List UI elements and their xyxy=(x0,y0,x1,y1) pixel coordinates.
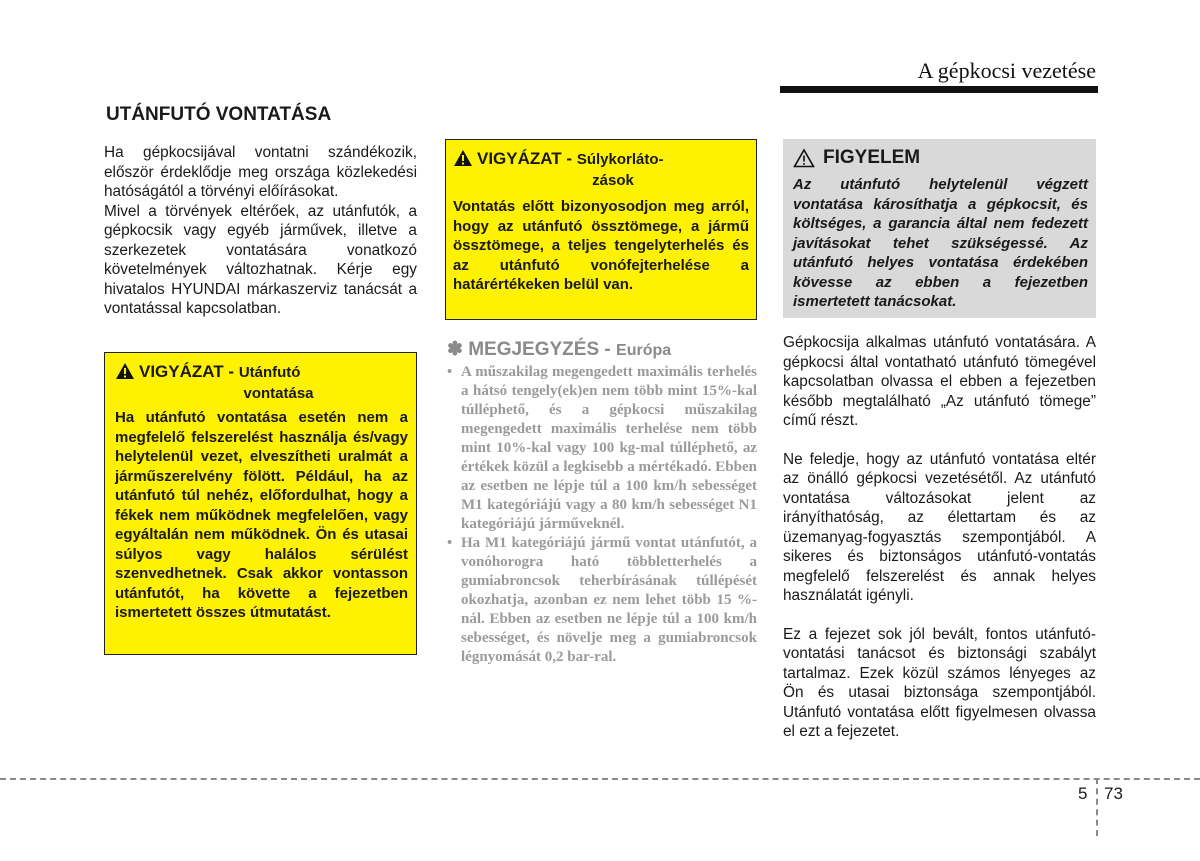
warning-subtitle-line1: Súlykorláto- xyxy=(576,151,664,168)
warning-body: Ha utánfutó vontatása esetén nem a megfelelő felszerelést használja és/vagy helytelenül vezet, elveszítheti uralmát a járműszerelvény fölött. Például, ha az utánfutó túl nehéz, előfordulhat, hogy a fékek nem működnek megfelelően, vagy egyáltalán nem működnek. Ön és utasai súlyos vagy halálos sérülést szenvedhetnek. Csak akkor vontasson utánfutót, ha követte a fejezetben ismertetett összes útmutatást. xyxy=(115,409,408,621)
warning-subtitle-line1: Utánfutó xyxy=(238,364,301,381)
warning-title: VIGYÁZAT - xyxy=(139,362,235,381)
footer-vertical-divider xyxy=(1096,778,1098,836)
body-paragraph-1: Gépkocsija alkalmas utánfutó vontatására. A gépkocsi által vontatható utánfutó tömegével kapcsolatban olvassa el ebben a fejezetben később megtalálható „Az utánfutó tömege” című részt. xyxy=(783,334,1096,429)
caution-title: FIGYELEM xyxy=(823,147,921,168)
note-heading xyxy=(447,338,671,361)
note-title: MEGJEGYZÉS - xyxy=(468,339,611,360)
footer-dashed-rule xyxy=(0,778,1200,780)
warning-triangle-icon xyxy=(453,149,477,172)
left-column xyxy=(104,143,417,319)
right-column xyxy=(783,333,1096,742)
note-subtitle: Európa xyxy=(616,342,672,359)
note-item: • A műszakilag megengedett maximális terhelés a hátsó tengely(ek)en nem több mint 15%-kal túlléphető, és a gépkocsi műszakilag megengedett maximális terhelése nem több mint 10%-kal vagy 100 kg-mal túlléphető, az értékek közül a legkisebb a mértékadó. Ebben az esetben ne lépje túl a 100 km/h sebességet M1 kategóriájú vagy a 80 km/h sebességet N1 kategóriájú járműveknél. xyxy=(447,363,757,534)
warning-triangle-icon xyxy=(115,362,139,385)
warning-box-weight-limits xyxy=(445,139,757,320)
intro-paragraph-2: Mivel a törvények eltérőek, az utánfutók, a gépkocsik vagy egyéb járművek, illetve a szerkezetek vontatására vonatkozó követelmények változhatnak. Kérje egy hivatalos HYUNDAI márkaszerviz tanácsát a vontatással kapcsolatban. xyxy=(104,202,417,317)
body-paragraph-2: Ne feledje, hogy az utánfutó vontatása eltér az önálló gépkocsi vezetésétől. Az utánfutó vontatása változásokat jelent az irányíthatóság, az élettartam és az üzemanyag-fogyasztás szempontjából. A sikeres és biztonságos utánfutó-vontatás megfelelő felszerelést és annak helyes használatát igényli. xyxy=(783,450,1096,604)
warning-subtitle-line2: zások xyxy=(592,172,634,189)
intro-paragraph-1: Ha gépkocsijával vontatni szándékozik, először érdeklődje meg országa közlekedési hatóságától a törvényi előírásokat. xyxy=(104,144,417,200)
note-item: • Ha M1 kategóriájú jármű vontat utánfutót, a vonóhorogra ható többletterhelés a gumiabroncsok teherbírásának túllépését okozhatja, azonban ez nem lehet több 15 %-nál. Ebben az esetben ne lépje túl a 100 km/h sebességet, és növelje meg a gumiabroncsok légnyomását 0,2 bar-ral. xyxy=(447,534,757,667)
warning-body: Vontatás előtt bizonyosodjon meg arról, hogy az utánfutó össztömege, a jármű össztömege, a teljes tengelyterhelés és az utánfutó vonófejterhelése a határértékeken belül van. xyxy=(453,198,749,293)
caution-box xyxy=(783,139,1096,318)
header-rule xyxy=(780,86,1098,93)
note-list xyxy=(447,363,757,667)
warning-box-trailer-towing xyxy=(104,352,417,655)
caution-triangle-outline-icon xyxy=(793,148,823,173)
warning-title: VIGYÁZAT - xyxy=(477,149,573,168)
section-title: UTÁNFUTÓ VONTATÁSA xyxy=(106,104,332,125)
page-number: 73 xyxy=(1104,784,1123,803)
chapter-number: 5 xyxy=(1078,784,1088,803)
body-paragraph-3: Ez a fejezet sok jól bevált, fontos utánfutó-vontatási tanácsot és biztonsági szabályt tartalmaz. Ezek közül számos lényeges az Ön és utasai biztonsága szempontjából. Utánfutó vontatása előtt figyelmesen olvassa el ezt a fejezetet. xyxy=(783,625,1096,740)
caution-header xyxy=(793,147,1088,173)
warning-header xyxy=(453,148,749,191)
warning-subtitle-line2: vontatása xyxy=(243,385,314,402)
caution-body: Az utánfutó helytelenül végzett vontatása károsíthatja a gépkocsit, és költséges, a garancia által nem fedezett javításokat tehet szükségessé. Az utánfutó helyes vontatása érdekében kövesse az ebben a fejezetben ismertetett tanácsokat. xyxy=(793,176,1088,310)
running-header-title: A gépkocsi vezetése xyxy=(917,58,1096,83)
note-star-icon: ✽ xyxy=(447,339,463,360)
warning-header xyxy=(115,361,408,404)
